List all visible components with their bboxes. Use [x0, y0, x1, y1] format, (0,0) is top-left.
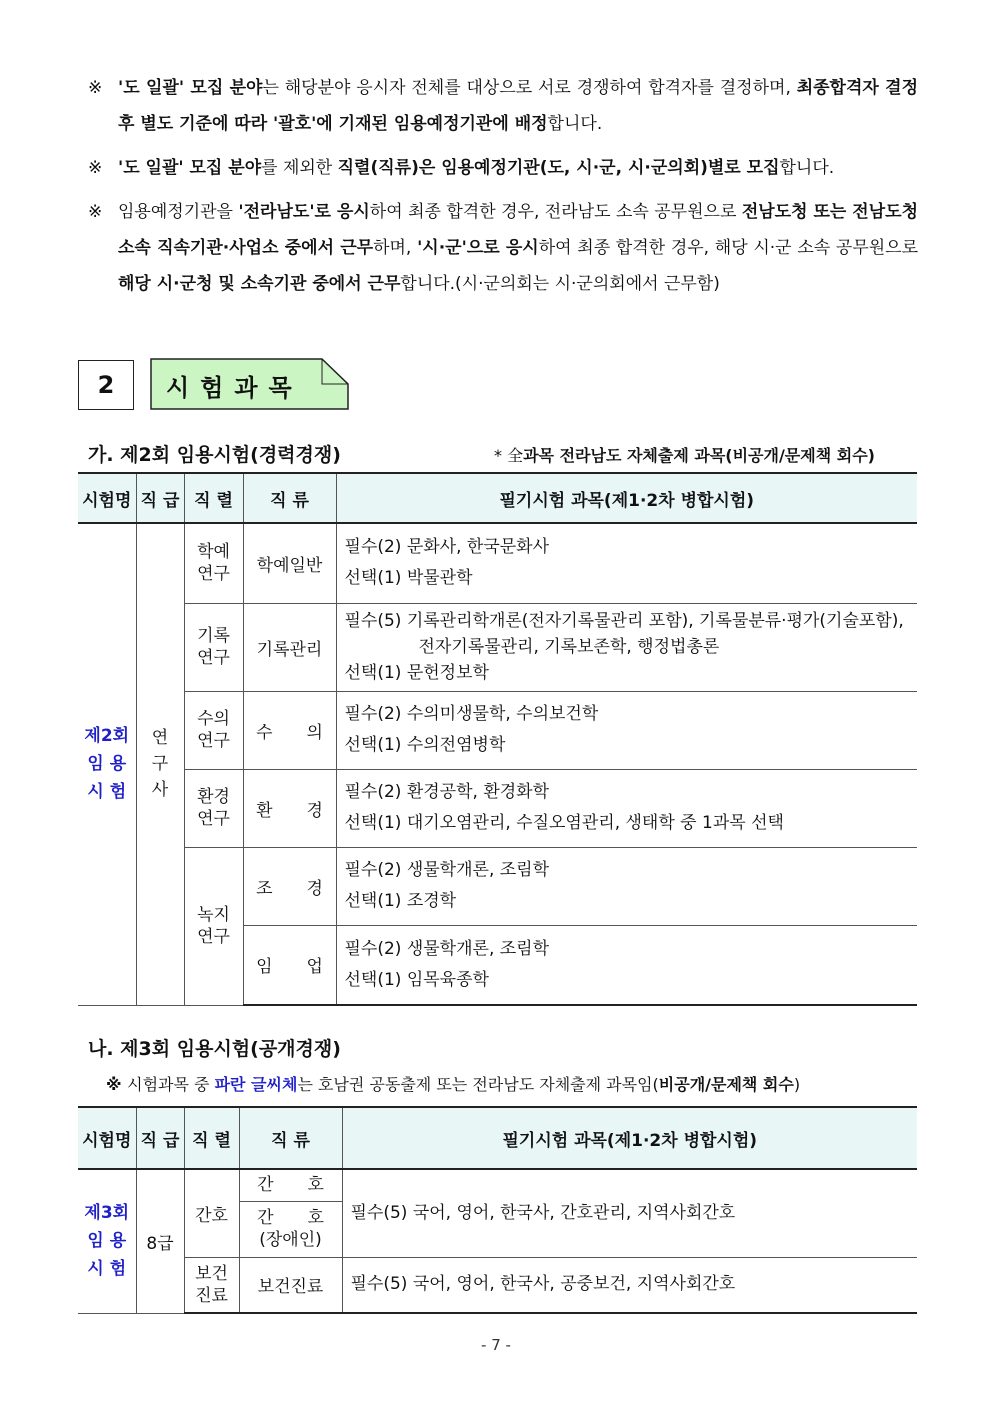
header-series: 직 렬 [184, 1107, 239, 1169]
subject-line: 필수(2) 문화사, 한국문화사 [344, 537, 550, 558]
header-exam: 시험명 [78, 473, 136, 523]
header-subjects: 필기시험 과목(제1·2차 병합시험) [336, 473, 917, 523]
table-header-row [78, 473, 917, 523]
reference-mark: ※ [88, 202, 103, 222]
series-cell [184, 691, 243, 769]
kind-line: (장애인) [259, 1230, 322, 1250]
notice-text: 하여 최종 합격한 경우, 해당 시·군 소속 공무원으로 [538, 238, 919, 258]
part-a-table [78, 472, 917, 1006]
grade-cell [136, 523, 184, 1005]
exam-name-line: 시 험 [87, 1259, 127, 1280]
note-text: 는 호남권 공동출제 또는 전라남도 자체출제 과목임( [297, 1075, 659, 1094]
table-row [78, 769, 917, 847]
grade-cell: 8급 [136, 1169, 184, 1313]
subject-line: 선택(1) 박물관학 [344, 568, 473, 589]
exam-name-cell [78, 1169, 136, 1313]
section-title-tab [150, 358, 348, 408]
subject-line: 필수(2) 생물학개론, 조림학 [344, 860, 550, 880]
series-line: 진료 [195, 1285, 228, 1306]
header-grade: 직 급 [136, 1107, 184, 1169]
part-a-note-bold: 과목 전라남도 자체출제 과목(비공개/문제책 회수) [523, 446, 875, 465]
subjects-cell [336, 691, 917, 769]
subject-line: 필수(2) 환경공학, 환경화학 [344, 782, 550, 802]
page-number: - 7 - [481, 1336, 511, 1354]
subject-line: 선택(1) 수의전염병학 [344, 735, 506, 755]
notice-text: 합니다. [547, 114, 603, 134]
table-row [78, 691, 917, 769]
series-line: 수의 [197, 709, 230, 729]
part-a-heading: 가. 제2회 임용시험(경력경쟁) [88, 444, 341, 466]
notice-text: 를 제외한 [261, 158, 338, 178]
subject-line: 필수(5) 기록관리학개론(전자기록물관리 포함), 기록물분류·평가(기술포함), [344, 611, 904, 631]
series-line: 녹지 [197, 905, 230, 925]
kind-cell [239, 1201, 342, 1257]
notice-text: 해당 시·군청 및 소속기관 중에서 근무 [118, 274, 401, 294]
notice-text: '전라남도'로 응시 [238, 202, 370, 222]
reference-mark: ※ [88, 158, 103, 178]
note-text: 비공개/문제책 회수 [658, 1075, 794, 1094]
series-line: 연구 [197, 731, 230, 751]
part-a-note [494, 443, 875, 466]
part-b-table [78, 1106, 917, 1314]
subjects-cell [336, 603, 917, 691]
notice-text: '도 일괄' 모집 분야 [118, 158, 262, 178]
subject-line: 선택(1) 임목육종학 [344, 969, 489, 990]
header-series: 직 렬 [184, 473, 243, 523]
series-line: 연구 [197, 564, 230, 585]
notice-text: 합니다.(시·군의회는 시·군의회에서 근무함) [400, 274, 720, 294]
notice-text: 는 해당분야 응시자 전체를 대상으로 서로 경쟁하여 합격자를 결정하며, [262, 78, 797, 98]
reference-mark: ※ [88, 78, 103, 98]
header-kind: 직 류 [239, 1107, 342, 1169]
exam-name-line: 제3회 [84, 1203, 130, 1224]
table-row [78, 1169, 917, 1201]
subject-line: 필수(2) 수의미생물학, 수의보건학 [344, 704, 599, 724]
grade-line: 사 [151, 780, 169, 801]
notice-item [88, 150, 918, 186]
series-line: 학예 [197, 542, 230, 563]
series-cell: 간호 [184, 1169, 239, 1257]
header-kind: 직 류 [243, 473, 336, 523]
subjects-cell: 필수(5) 국어, 영어, 한국사, 공중보건, 지역사회간호 [342, 1257, 917, 1313]
series-cell [184, 603, 243, 691]
series-line: 기록 [197, 626, 230, 646]
notice-item [88, 194, 918, 302]
notice-text: 임용예정기관을 [118, 202, 239, 222]
note-text: ※ [106, 1075, 128, 1094]
note-text: 시험과목 중 [127, 1075, 215, 1094]
section-number: 2 [78, 360, 134, 410]
kind-cell: 간 호 [239, 1169, 342, 1201]
kind-cell: 기록관리 [243, 603, 336, 691]
exam-name-line: 시 험 [87, 782, 127, 803]
grade-line: 연 [151, 728, 169, 749]
exam-name-cell [78, 523, 136, 1005]
subject-line: 선택(1) 대기오염관리, 수질오염관리, 생태학 중 1과목 선택 [344, 813, 784, 833]
series-line: 연구 [197, 809, 230, 829]
notice-text: '시·군'으로 응시 [417, 238, 539, 258]
series-cell [184, 523, 243, 603]
subjects-cell [336, 847, 917, 925]
subject-line: 선택(1) 문헌정보학 [344, 663, 489, 683]
table-row [78, 1257, 917, 1313]
exam-name-line: 제2회 [84, 726, 130, 747]
part-a-note-pre: * 全 [494, 446, 524, 465]
note-text: 파란 글씨체 [214, 1075, 298, 1094]
kind-cell: 임 업 [243, 925, 336, 1005]
subjects-cell [336, 523, 917, 603]
notice-text: 전남도청 또는 전남도청 소속 직속기관·사업소 중에서 근무 [118, 202, 918, 258]
subjects-cell: 필수(5) 국어, 영어, 한국사, 간호관리, 지역사회간호 [342, 1169, 917, 1257]
part-b-note [106, 1072, 800, 1095]
notice-list [88, 70, 918, 310]
kind-line: 간 호 [257, 1208, 324, 1228]
series-line: 보건 [195, 1263, 228, 1284]
notice-text: 하며, [373, 238, 418, 258]
subject-line: 전자기록물관리, 기록보존학, 행정법총론 [418, 637, 720, 657]
header-grade: 직 급 [136, 473, 184, 523]
series-cell [184, 847, 243, 1005]
kind-cell: 수 의 [243, 691, 336, 769]
grade-line: 구 [151, 754, 169, 775]
series-cell [184, 769, 243, 847]
exam-name-line: 임 용 [87, 754, 127, 775]
kind-cell: 보건진료 [239, 1257, 342, 1313]
table-row [78, 523, 917, 603]
notice-item [88, 70, 918, 142]
kind-cell: 조 경 [243, 847, 336, 925]
notice-text: 최종합격자 결정 후 별도 기준에 따라 '괄호'에 기재된 임용예정기관에 배정 [118, 78, 918, 134]
notice-text: 하여 최종 합격한 경우, 전라남도 소속 공무원으로 [369, 202, 742, 222]
series-line: 연구 [197, 648, 230, 668]
subjects-cell [336, 925, 917, 1005]
subject-line: 필수(2) 생물학개론, 조림학 [344, 938, 550, 959]
kind-cell: 환 경 [243, 769, 336, 847]
subjects-cell [336, 769, 917, 847]
notice-text: 합니다. [779, 158, 835, 178]
notice-text: '도 일괄' 모집 분야 [118, 78, 263, 98]
table-header-row [78, 1107, 917, 1169]
section-title: 시험과목 [166, 374, 303, 402]
part-b-heading: 나. 제3회 임용시험(공개경쟁) [88, 1038, 341, 1060]
header-subjects: 필기시험 과목(제1·2차 병합시험) [342, 1107, 917, 1169]
table-row [78, 603, 917, 691]
series-cell [184, 1257, 239, 1313]
series-line: 환경 [197, 787, 230, 807]
exam-name-line: 임 용 [87, 1231, 127, 1252]
header-exam: 시험명 [78, 1107, 136, 1169]
subject-line: 선택(1) 조경학 [344, 891, 457, 911]
table-row [78, 847, 917, 925]
kind-cell: 학예일반 [243, 523, 336, 603]
notice-text: 직렬(직류)은 임용예정기관(도, 시·군, 시·군의회)별로 모집 [337, 158, 780, 178]
series-line: 연구 [197, 927, 230, 947]
note-text: ) [793, 1075, 801, 1094]
